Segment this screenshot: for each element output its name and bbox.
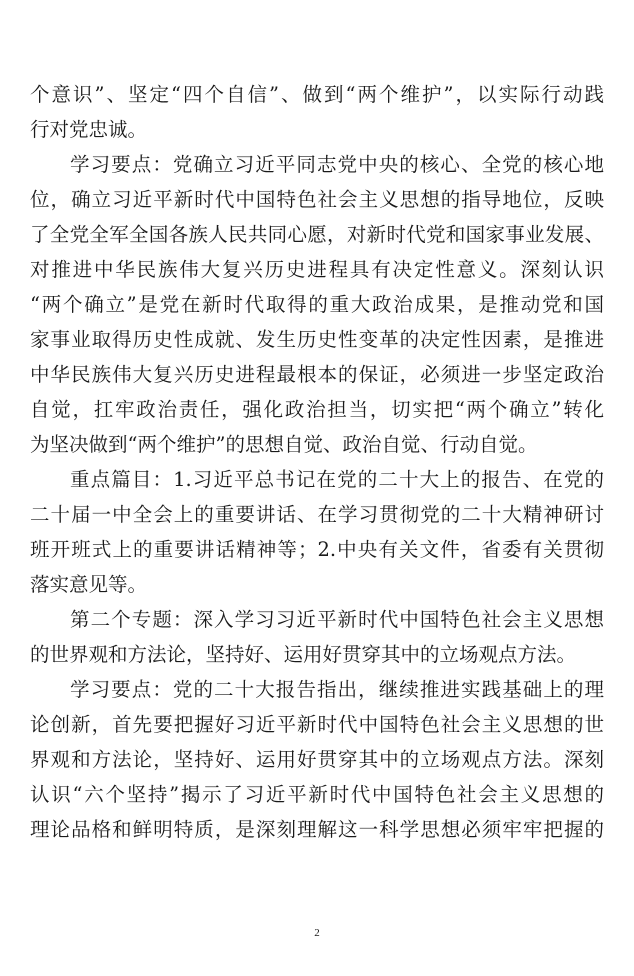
section-heading-line: 的世界观和方法论，坚持好、运用好贯穿其中的立场观点方法。 bbox=[30, 643, 577, 666]
body-line: 自觉，扛牢政治责任，强化政治担当，切实把“两个确立”转化 bbox=[30, 398, 604, 421]
paragraph-first-line: 学习要点：党的二十大报告指出，继续推进实践基础上的理 bbox=[70, 678, 604, 701]
body-line: 落实意见等。 bbox=[30, 573, 148, 596]
body-line: 中华民族伟大复兴历史进程最根本的保证，必须进一步坚定政治 bbox=[30, 363, 604, 386]
body-line: 了全党全军全国各族人民共同心愿，对新时代党和国家事业发展、 bbox=[30, 223, 604, 246]
body-line: 家事业取得历史性成就、发生历史性变革的决定性因素，是推进 bbox=[30, 328, 604, 351]
page-number: 2 bbox=[314, 927, 320, 939]
body-line: 行对党忠诚。 bbox=[30, 118, 148, 141]
paragraph-first-line: 学习要点：党确立习近平同志党中央的核心、全党的核心地 bbox=[70, 153, 604, 176]
section-heading-line: 第二个专题：深入学习习近平新时代中国特色社会主义思想 bbox=[70, 608, 604, 631]
body-line: 个意识”、坚定“四个自信”、做到“两个维护”，以实际行动践 bbox=[30, 83, 604, 106]
body-line: 为坚决做到“两个维护”的思想自觉、政治自觉、行动自觉。 bbox=[30, 433, 538, 456]
body-line: 认识“六个坚持”揭示了习近平新时代中国特色社会主义思想的 bbox=[30, 783, 604, 806]
body-line: 界观和方法论，坚持好、运用好贯穿其中的立场观点方法。深刻 bbox=[30, 748, 604, 771]
body-line: 理论品格和鲜明特质，是深刻理解这一科学思想必须牢牢把握的 bbox=[30, 818, 604, 841]
body-line: 班开班式上的重要讲话精神等；2.中央有关文件，省委有关贯彻 bbox=[30, 538, 604, 561]
body-line: “两个确立”是党在新时代取得的重大政治成果，是推动党和国 bbox=[30, 293, 604, 316]
paragraph-first-line: 重点篇目：1.习近平总书记在党的二十大上的报告、在党的 bbox=[70, 468, 604, 491]
body-line: 位，确立习近平新时代中国特色社会主义思想的指导地位，反映 bbox=[30, 188, 604, 211]
body-line: 论创新，首先要把握好习近平新时代中国特色社会主义思想的世 bbox=[30, 713, 604, 736]
body-line: 二十届一中全会上的重要讲话、在学习贯彻党的二十大精神研讨 bbox=[30, 503, 604, 526]
body-line: 对推进中华民族伟大复兴历史进程具有决定性意义。深刻认识 bbox=[30, 258, 604, 281]
